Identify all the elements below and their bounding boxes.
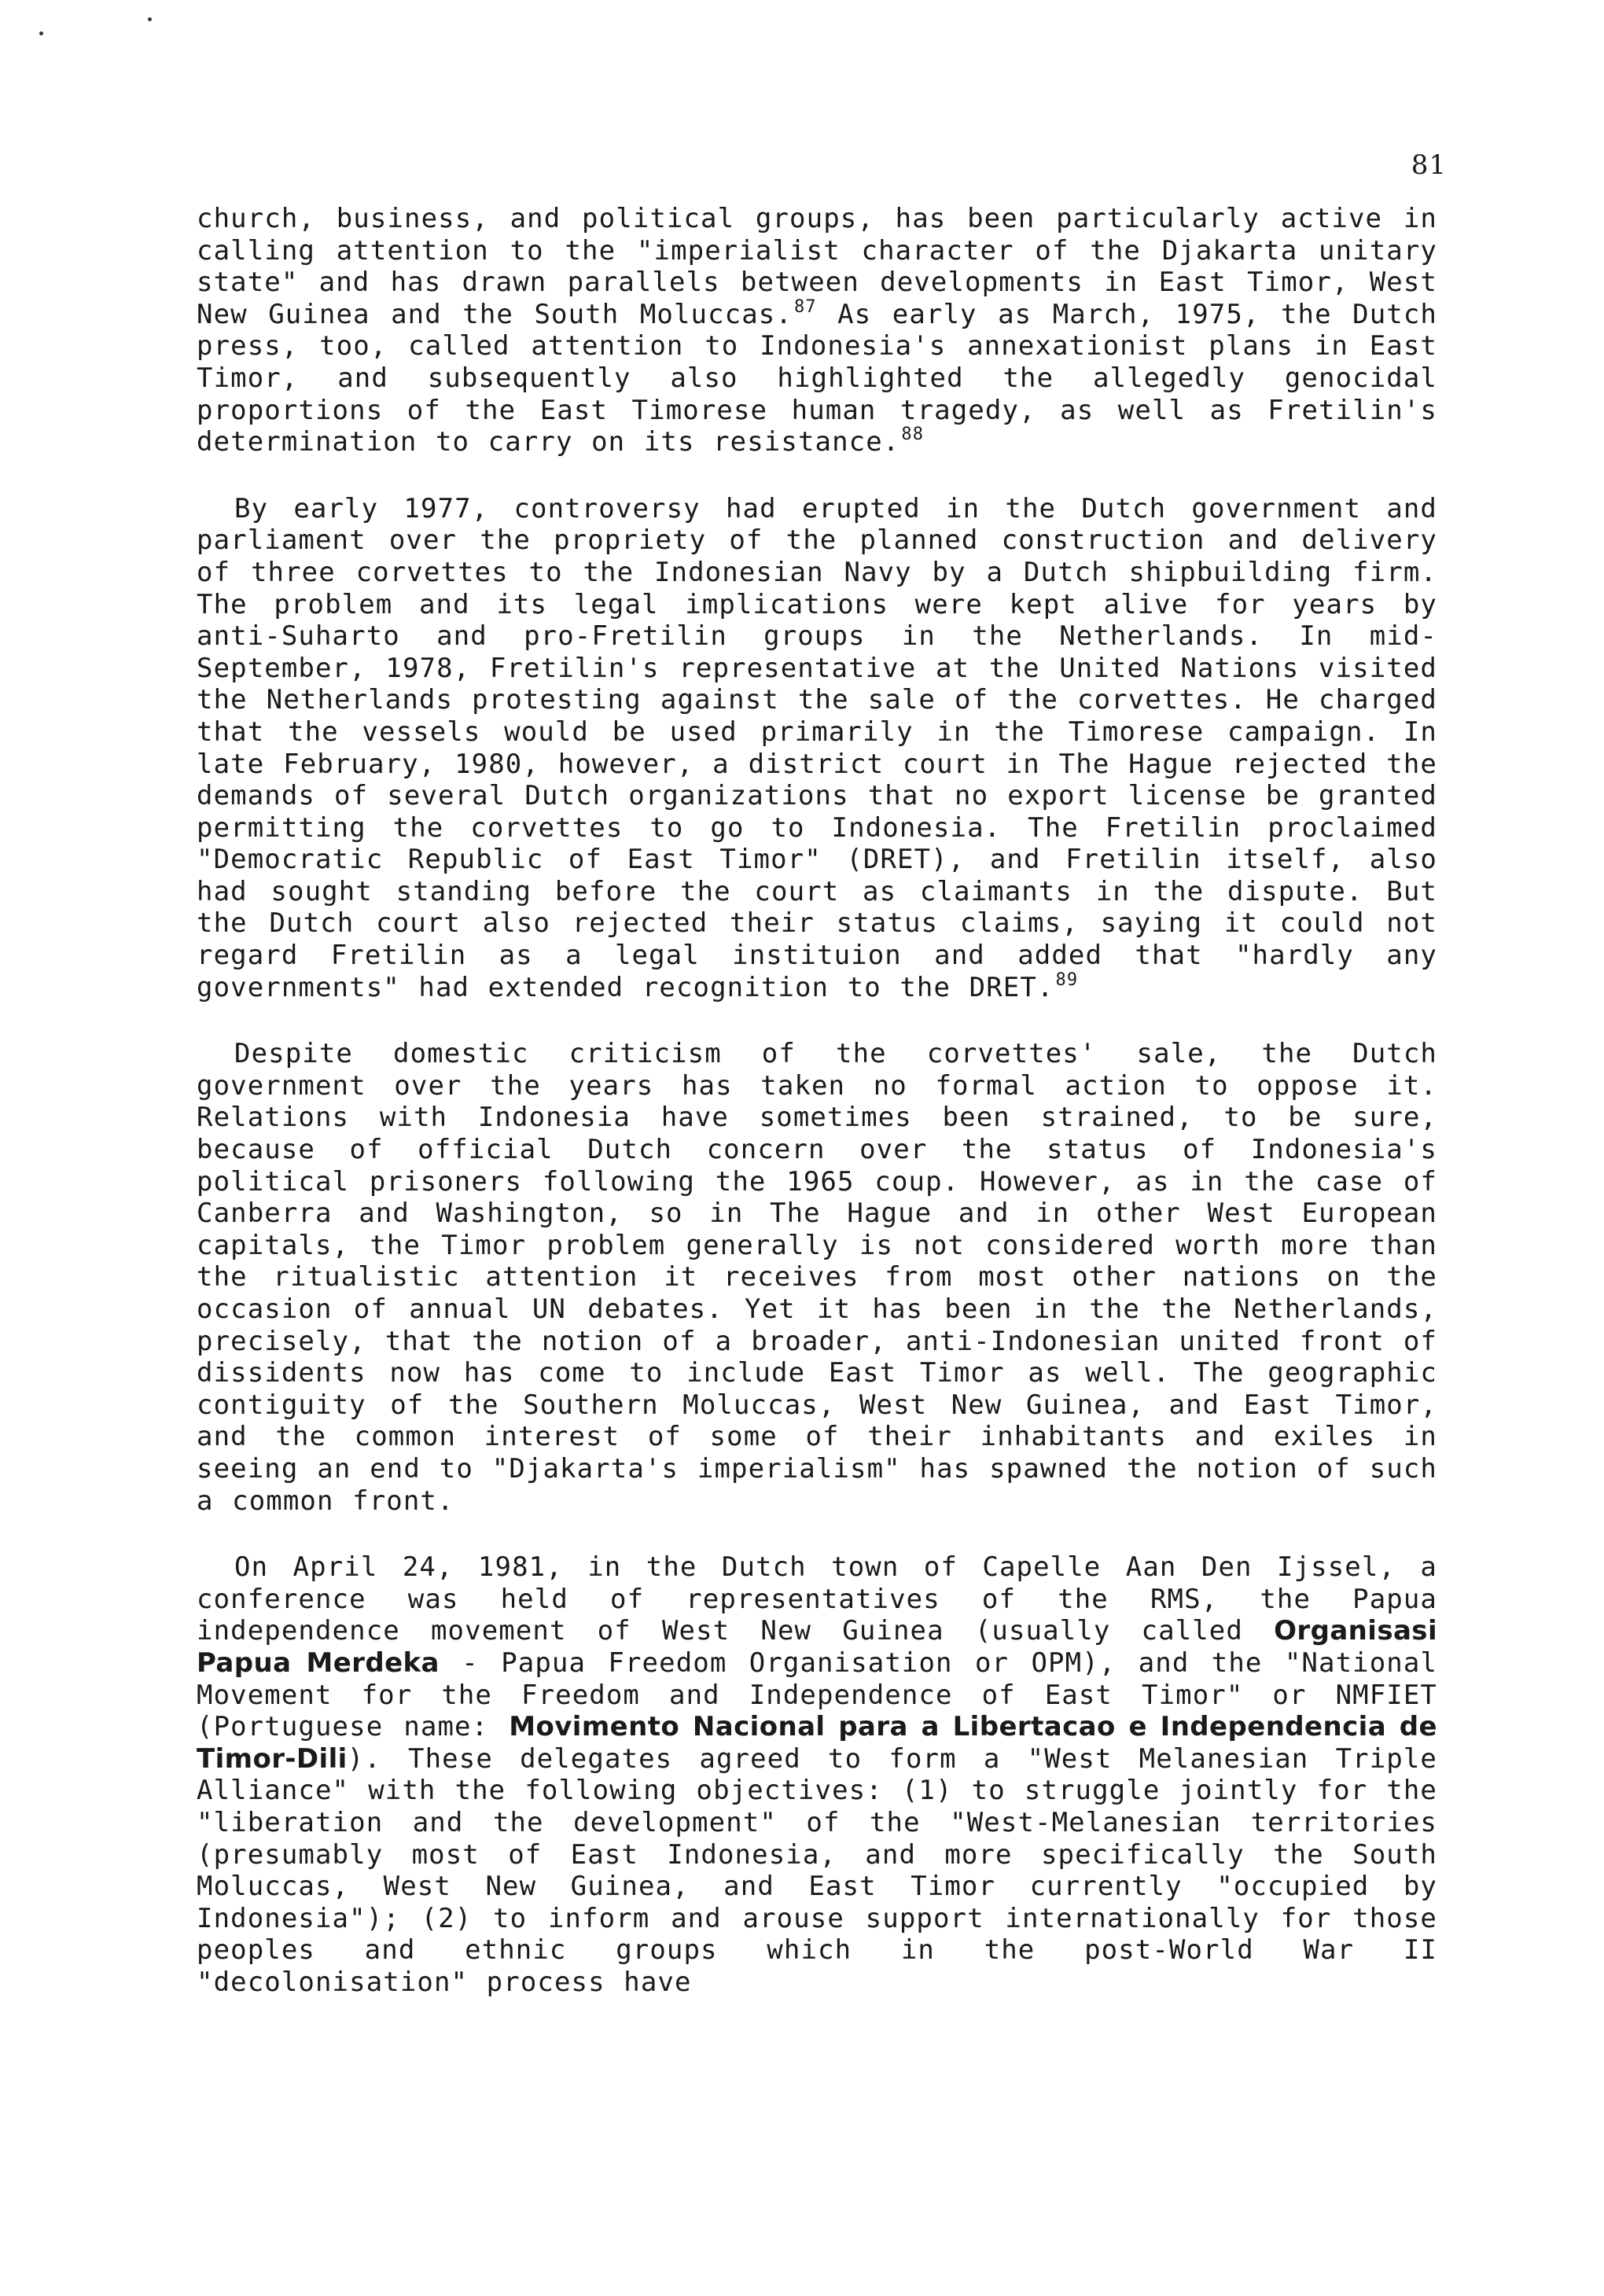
scan-speck: [39, 31, 43, 35]
footnote-marker: 88: [901, 425, 925, 445]
paragraph-text: Despite domestic criticism of the corvettes' sale, the Dutch government over the years has taken no formal action to oppose it. Relations with Indonesia have sometimes been strained, to be sure, because of official Dutch concern over the status of Indonesia's political prisoners following the 1965 coup. However, as in the case of Canberra and Washington, so in The Hague and in other West European capitals, the Timor problem generally is not considered worth more than the ritualistic attention it receives from most other nations on the occasion of annual UN debates. Yet it has been in the the Netherlands, precisely, that the notion of a broader, anti-Indonesian united front of dissidents now has come to include East Timor as well. The geographic contiguity of the Southern Moluccas, West New Guinea, and East Timor, and the common interest of some of their inhabitants and exiles in seeing an end to "Djakarta's imperialism" has spawned the notion of such a common front.: [197, 1038, 1437, 1517]
paragraph-2: [197, 493, 1437, 1004]
bold-name: Movimento Nacional para a Libertacao e Independencia de Timor-Dili: [197, 1711, 1437, 1775]
paragraph-text: On April 24, 1981, in the Dutch town of Capelle Aan Den Ijssel, a conference was held of representatives of the RMS, the Papua independence movement of West New Guinea (usually called: [197, 1551, 1437, 1647]
page-number: 81: [1411, 149, 1447, 181]
paragraph-text: By early 1977, controversy had erupted in the Dutch government and parliament over the propriety of the planned construction and delivery of three corvettes to the Indonesian Navy by a Dutch shipbuilding firm. The problem and its legal implications were kept alive for years by anti-Suharto and pro-Fretilin groups in the Netherlands. In mid-September, 1978, Fretilin's representative at the United Nations visited the Netherlands protesting against the sale of the corvettes. He charged that the vessels would be used primarily in the Timorese campaign. In late February, 1980, however, a district court in The Hague rejected the demands of several Dutch organizations that no export license be granted permitting the corvettes to go to Indonesia. The Fretilin proclaimed "Democratic Republic of East Timor" (DRET), and Fretilin itself, also had sought standing before the court as claimants in the dispute. But the Dutch court also rejected their status claims, saying it could not regard Fretilin as a legal instituion and added that "hardly any governments" had extended recognition to the DRET.: [197, 492, 1437, 1003]
body-text: [197, 203, 1437, 2033]
paragraph-text: church, business, and political groups, has been particularly active in calling attention to the "imperialist character of the Djakarta unitary state" and has drawn parallels between developments in East Timor, West New Guinea and the South Moluccas.: [197, 203, 1437, 330]
paragraph-text: - Papua Freedom Organisation or OPM), and the "National Movement for the Freedom and Independence of East Timor" or NMFIET (Portuguese name:: [197, 1647, 1437, 1743]
scan-speck: [148, 17, 152, 21]
paragraph-1: [197, 203, 1437, 458]
footnote-marker: 89: [1055, 970, 1079, 990]
paragraph-text: As early as March, 1975, the Dutch press, too, called attention to Indonesia's annexationist plans in East Timor, and subsequently also highlighted the allegedly genocidal proportions of the East Timorese human tragedy, as well as Fretilin's determination to carry on its resistance.: [197, 298, 1437, 458]
paragraph-4: [197, 1551, 1437, 1998]
paragraph-text: ). These delegates agreed to form a "West Melanesian Triple Alliance" with the following objectives: (1) to struggle jointly for the "liberation and the development" of the "West-Melanesian territories (presumably most of East Indonesia, and more specifically the South Moluccas, West New Guinea, and East Timor currently "occupied by Indonesia"); (2) to inform and arouse support internationally for those peoples and ethnic groups which in the post-World War II "decolonisation" process have: [197, 1742, 1437, 1998]
bold-name: Organisasi Papua Merdeka: [197, 1615, 1437, 1679]
paragraph-3: [197, 1038, 1437, 1517]
footnote-marker: 87: [793, 296, 817, 317]
